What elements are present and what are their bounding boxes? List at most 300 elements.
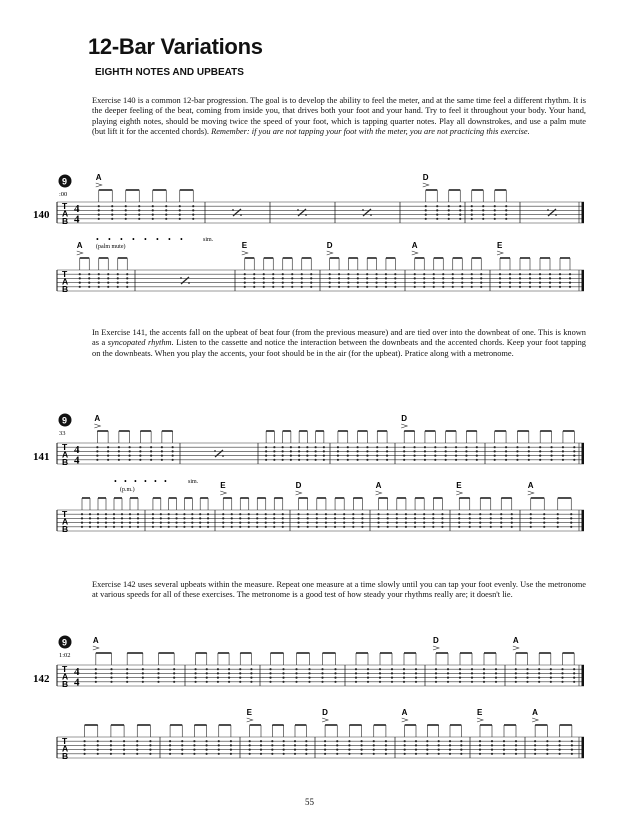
ex140-m11-fret bbox=[461, 273, 463, 275]
ex141-m3-fret bbox=[265, 455, 267, 457]
ex141-m4-fret bbox=[356, 459, 358, 461]
ex140-m5-fret bbox=[448, 214, 450, 216]
ex141-m8-fret bbox=[207, 526, 209, 528]
ex142-m5-fret bbox=[435, 672, 437, 674]
ex141-m11-fret bbox=[423, 526, 425, 528]
ex141-m10-fret bbox=[307, 517, 309, 519]
ex142-m3-fret bbox=[321, 681, 323, 683]
ex140-m12-fret bbox=[529, 277, 531, 279]
ex142-m8-fret bbox=[193, 744, 195, 746]
ex142-m4-fret bbox=[415, 677, 417, 679]
ex140-m7-fret bbox=[107, 273, 109, 275]
track-number: 9 bbox=[62, 415, 68, 426]
ex141-m8-fret bbox=[160, 517, 162, 519]
ex141-m1-fret bbox=[96, 455, 98, 457]
ex141-m1-fret bbox=[129, 455, 131, 457]
ex141-m9-fret bbox=[222, 526, 224, 528]
palm-mute-dot: • bbox=[180, 235, 183, 244]
ex141-m8-fret bbox=[183, 517, 185, 519]
ex141-m10-fret bbox=[361, 522, 363, 524]
ex141-m5-fret bbox=[403, 459, 405, 461]
ex142-m11-fret bbox=[426, 744, 428, 746]
tab-letter-a: A bbox=[62, 208, 69, 219]
simile-label: sim. bbox=[203, 237, 214, 243]
ex140-m5-fret bbox=[459, 205, 461, 207]
ex141-m4-fret bbox=[356, 455, 358, 457]
ex140-m12-fret bbox=[509, 273, 511, 275]
ex142-m10-fret bbox=[336, 749, 338, 751]
ex142-m3-fret bbox=[321, 672, 323, 674]
ex142-m2-fret bbox=[250, 677, 252, 679]
ex140-m11-fret bbox=[442, 277, 444, 279]
ex142-m2-fret bbox=[239, 681, 241, 683]
ex142-m10-fret bbox=[324, 744, 326, 746]
ex141-m9-fret bbox=[231, 526, 233, 528]
ex142-m5-fret bbox=[495, 677, 497, 679]
ex142-m1-fret bbox=[126, 672, 128, 674]
ex140-m5-fret bbox=[448, 205, 450, 207]
ex142-m3-fret bbox=[282, 677, 284, 679]
ex142-m13-fret bbox=[534, 749, 536, 751]
ex141-m1-fret bbox=[139, 455, 141, 457]
ex140-m5-fret bbox=[448, 209, 450, 211]
ex141-m4-fret bbox=[386, 455, 388, 457]
ex141-m10-fret bbox=[361, 517, 363, 519]
ex140-m7-fret bbox=[107, 282, 109, 284]
ex140-repeat-slash bbox=[298, 209, 306, 216]
ex141-m9-fret bbox=[239, 526, 241, 528]
ex141-m13-fret bbox=[530, 513, 532, 515]
track-number: 9 bbox=[62, 176, 68, 187]
ex140-m1-fret bbox=[152, 205, 154, 207]
ex140-m7-fret bbox=[79, 277, 81, 279]
ex140-m11-fret bbox=[423, 277, 425, 279]
ex142-m1-fret bbox=[95, 668, 97, 670]
ex141-m8-fret bbox=[160, 513, 162, 515]
ex141-m12-fret bbox=[490, 517, 492, 519]
ex142-m3-fret bbox=[308, 677, 310, 679]
tab-letter-t: T bbox=[62, 664, 68, 674]
ex140-m12-fret bbox=[519, 277, 521, 279]
ex142-m7-fret bbox=[97, 753, 99, 755]
ex142-m8-fret bbox=[230, 744, 232, 746]
ex140-m5-fret bbox=[471, 218, 473, 220]
ex141-m9-fret bbox=[282, 513, 284, 515]
ex140-m1-fret bbox=[192, 209, 194, 211]
ex142-m10-fret bbox=[348, 740, 350, 742]
ex142-m10-accent bbox=[322, 718, 328, 722]
ex141-m13-fret bbox=[530, 517, 532, 519]
ex142-m4-fret bbox=[415, 672, 417, 674]
ex142-m7-fret bbox=[149, 749, 151, 751]
ex142-m9-fret bbox=[271, 744, 273, 746]
ex141-m11-fret bbox=[396, 513, 398, 515]
ex142-m5-fret bbox=[459, 677, 461, 679]
ex140-m11-fret bbox=[452, 277, 454, 279]
ex141-m10-fret bbox=[361, 513, 363, 515]
ex142-m6-fret bbox=[538, 681, 540, 683]
ex140-m10-fret bbox=[385, 286, 387, 288]
ex141-m10-fret bbox=[307, 522, 309, 524]
ex141-m5-fret bbox=[424, 446, 426, 448]
ex141-m3-fret bbox=[298, 446, 300, 448]
ex141-m7-fret bbox=[81, 526, 83, 528]
ex142-m11-fret bbox=[438, 740, 440, 742]
ex140-m10-fret bbox=[394, 286, 396, 288]
ex140-repeat-slash bbox=[548, 209, 556, 216]
ex140-m1-fret bbox=[98, 218, 100, 220]
ex141-m4-fret bbox=[386, 450, 388, 452]
ex141-m1-fret bbox=[150, 459, 152, 461]
ex142-m6-fret bbox=[573, 681, 575, 683]
ex141-m1-fret bbox=[107, 450, 109, 452]
ex141-m12-fret bbox=[511, 522, 513, 524]
ex141-m5-fret bbox=[445, 450, 447, 452]
ex141-m12-fret bbox=[511, 526, 513, 528]
ex140-m12-fret bbox=[539, 286, 541, 288]
ex142-m3-fret bbox=[282, 681, 284, 683]
ex141-m1-fret bbox=[107, 455, 109, 457]
ex140-m1-fret bbox=[179, 214, 181, 216]
ex141-m10-fret bbox=[343, 513, 345, 515]
ex141-m13-fret bbox=[557, 513, 559, 515]
ex142-m9-fret bbox=[305, 753, 307, 755]
ex141-m1-fret bbox=[129, 459, 131, 461]
ex142-m8-fret bbox=[230, 749, 232, 751]
palm-mute-dot: • bbox=[164, 477, 167, 486]
ex141-m7-fret bbox=[105, 522, 107, 524]
ex141-m5-fret bbox=[465, 446, 467, 448]
ex142-m1-fret bbox=[157, 668, 159, 670]
ex141-m8-fret bbox=[160, 522, 162, 524]
ex142-m7-fret bbox=[123, 744, 125, 746]
ex141-m10-fret bbox=[334, 513, 336, 515]
ex142-m6-fret bbox=[526, 672, 528, 674]
ex142-m11-fret bbox=[404, 740, 406, 742]
ex140-m10-fret bbox=[394, 273, 396, 275]
ex140-m11-accent bbox=[412, 251, 418, 255]
ex140-m9-fret bbox=[282, 277, 284, 279]
ex142-m4-fret bbox=[391, 681, 393, 683]
ex141-m5-fret bbox=[465, 459, 467, 461]
palm-mute-dot: • bbox=[96, 235, 99, 244]
ex142-m4-fret bbox=[367, 677, 369, 679]
ex141-m11-fret bbox=[414, 526, 416, 528]
ex142-m11-fret bbox=[438, 749, 440, 751]
ex142-m3-fret bbox=[295, 668, 297, 670]
ex141-m12-fret bbox=[500, 513, 502, 515]
ex142-m4-fret bbox=[415, 668, 417, 670]
ex142-m12-fret bbox=[503, 740, 505, 742]
ex141-row1-end-bar bbox=[582, 443, 585, 464]
ex141-m4-fret bbox=[386, 446, 388, 448]
ex141-m10-fret bbox=[343, 517, 345, 519]
ex142-m10-fret bbox=[373, 753, 375, 755]
ex140-m11-fret bbox=[480, 282, 482, 284]
ex140-m9-fret bbox=[291, 282, 293, 284]
ex142-m12-fret bbox=[515, 753, 517, 755]
ex140-m9-fret bbox=[272, 277, 274, 279]
ex141-m7-fret bbox=[129, 522, 131, 524]
ex142-m8-fret bbox=[218, 744, 220, 746]
ex140-m11-fret bbox=[471, 286, 473, 288]
ex141-m12-fret bbox=[479, 517, 481, 519]
chord-symbol: E bbox=[477, 708, 483, 717]
ex142-m4-fret bbox=[355, 681, 357, 683]
chord-symbol: D bbox=[401, 414, 407, 423]
ex142-m10-fret bbox=[385, 753, 387, 755]
ex142-m4-fret bbox=[415, 681, 417, 683]
ex141-m7-fret bbox=[137, 522, 139, 524]
chord-symbol: A bbox=[95, 173, 102, 182]
ex141-m11-fret bbox=[405, 517, 407, 519]
ex141-m3-fret bbox=[290, 455, 292, 457]
ex141-m1-fret bbox=[172, 450, 174, 452]
ex141-m8-fret bbox=[199, 522, 201, 524]
ex140-m1-fret bbox=[111, 218, 113, 220]
ex141-m12-fret bbox=[479, 522, 481, 524]
ex142-m6-fret bbox=[515, 681, 517, 683]
time-sig-top: 4 bbox=[74, 666, 80, 678]
ex141-m6-fret bbox=[516, 446, 518, 448]
ex141-m1-fret bbox=[129, 446, 131, 448]
ex141-m5-fret bbox=[424, 459, 426, 461]
ex141-m11-fret bbox=[405, 526, 407, 528]
chord-symbol: A bbox=[76, 241, 83, 250]
ex142-m2-fret bbox=[206, 681, 208, 683]
ex140-m10-fret bbox=[338, 277, 340, 279]
ex142-m12-fret bbox=[491, 740, 493, 742]
exercise-141-body-b: Listen to the cassette and notice the interaction between the downbeats and the accented chords. Keep your foot tapping on the downbeats. When you play the accents, your foot should be in the air (for the upbeat). Pratice along with a metronome. bbox=[92, 338, 586, 358]
ex141-m7-fret bbox=[137, 517, 139, 519]
ex141-m6-fret bbox=[562, 459, 564, 461]
ex142-m7-fret bbox=[136, 740, 138, 742]
ex141-m8-fret bbox=[183, 526, 185, 528]
ex142-m13-fret bbox=[571, 753, 573, 755]
ex141-m13-fret bbox=[557, 526, 559, 528]
ex141-m7-fret bbox=[121, 522, 123, 524]
ex140-m9-fret bbox=[291, 277, 293, 279]
ex141-m4-fret bbox=[347, 459, 349, 461]
ex140-m12-fret bbox=[499, 277, 501, 279]
ex142-m12-fret bbox=[515, 740, 517, 742]
ex141-m8-fret bbox=[152, 517, 154, 519]
ex142-m3-fret bbox=[269, 681, 271, 683]
ex140-m7-fret bbox=[98, 273, 100, 275]
tab-letter-t: T bbox=[62, 201, 68, 211]
exercise-number: 141 bbox=[33, 451, 50, 463]
ex141-m7-fret bbox=[129, 513, 131, 515]
ex140-m9-fret bbox=[253, 277, 255, 279]
ex141-m11-fret bbox=[432, 513, 434, 515]
ex140-m12-fret bbox=[569, 286, 571, 288]
ex142-m8-fret bbox=[205, 749, 207, 751]
ex140-m1-fret bbox=[179, 218, 181, 220]
ex142-m8-fret bbox=[193, 753, 195, 755]
ex140-m11-fret bbox=[471, 282, 473, 284]
ex142-m13-fret bbox=[546, 744, 548, 746]
ex140-m9-accent bbox=[242, 251, 248, 255]
ex141-m1-fret bbox=[139, 446, 141, 448]
ex141-m1-fret bbox=[161, 455, 163, 457]
ex140-m1-fret bbox=[111, 214, 113, 216]
ex141-m7-fret bbox=[113, 522, 115, 524]
ex140-m5-fret bbox=[505, 205, 507, 207]
palm-mute-dot: • bbox=[134, 477, 137, 486]
ex142-m8-fret bbox=[169, 749, 171, 751]
ex141-m8-fret bbox=[175, 513, 177, 515]
ex141-m10-fret bbox=[334, 522, 336, 524]
ex140-m9-fret bbox=[301, 282, 303, 284]
ex140-m12-fret bbox=[559, 282, 561, 284]
ex141-m10-fret bbox=[343, 526, 345, 528]
palm-mute-dot: • bbox=[108, 235, 111, 244]
ex142-m3-fret bbox=[295, 672, 297, 674]
ex141-m5-fret bbox=[424, 450, 426, 452]
ex142-m4-fret bbox=[403, 677, 405, 679]
ex141-m9-accent bbox=[220, 491, 226, 495]
ex141-m5-fret bbox=[413, 459, 415, 461]
ex141-m11-fret bbox=[396, 526, 398, 528]
ex140-m10-fret bbox=[375, 273, 377, 275]
ex142-m7-fret bbox=[123, 740, 125, 742]
ex142-m4-fret bbox=[367, 668, 369, 670]
ex141-m13-fret bbox=[557, 517, 559, 519]
ex141-m7-fret bbox=[121, 517, 123, 519]
ex141-m10-fret bbox=[325, 513, 327, 515]
time-sig-bottom: 4 bbox=[74, 454, 80, 467]
ex140-m1-fret bbox=[125, 209, 127, 211]
ex142-m4-fret bbox=[355, 668, 357, 670]
ex140-m12-fret bbox=[539, 273, 541, 275]
ex142-m11-fret bbox=[449, 749, 451, 751]
ex142-m3-fret bbox=[269, 672, 271, 674]
ex142-m12-fret bbox=[503, 753, 505, 755]
ex141-m13-fret bbox=[557, 522, 559, 524]
chord-symbol: E bbox=[220, 481, 226, 490]
ex142-m1-fret bbox=[95, 677, 97, 679]
ex141-m8-fret bbox=[152, 526, 154, 528]
ex140-m12-fret bbox=[569, 282, 571, 284]
ex140-m5-fret bbox=[436, 205, 438, 207]
time-sig-top: 4 bbox=[74, 444, 80, 456]
ex140-m5-fret bbox=[505, 214, 507, 216]
palm-mute-dot: • bbox=[120, 235, 123, 244]
ex141-m5-fret bbox=[465, 450, 467, 452]
ex141-m5-fret bbox=[455, 446, 457, 448]
ex142-m10-fret bbox=[324, 740, 326, 742]
ex142-m8-fret bbox=[181, 749, 183, 751]
ex142-m6-fret bbox=[550, 681, 552, 683]
ex142-m10-fret bbox=[385, 744, 387, 746]
ex141-m8-fret bbox=[207, 517, 209, 519]
ex141-m3-fret bbox=[273, 446, 275, 448]
ex142-m3-fret bbox=[334, 681, 336, 683]
page-title: 12-Bar Variations bbox=[88, 34, 263, 59]
ex141-m6-fret bbox=[505, 455, 507, 457]
ex141-m4-fret bbox=[356, 446, 358, 448]
ex141-m11-fret bbox=[414, 517, 416, 519]
ex142-m10-fret bbox=[373, 749, 375, 751]
tab-letter-b: B bbox=[62, 751, 69, 761]
ex141-m6-fret bbox=[516, 450, 518, 452]
ex141-m7-fret bbox=[105, 517, 107, 519]
ex141-m6-fret bbox=[539, 455, 541, 457]
ex142-m9-fret bbox=[260, 753, 262, 755]
ex142-m2-fret bbox=[250, 681, 252, 683]
ex140-m5-fret bbox=[482, 218, 484, 220]
ex142-m5-fret bbox=[471, 672, 473, 674]
ex140-m5-fret bbox=[459, 218, 461, 220]
ex141-m6-fret bbox=[539, 450, 541, 452]
ex141-m6-fret bbox=[505, 450, 507, 452]
ex141-m11-fret bbox=[414, 522, 416, 524]
ex142-m2-fret bbox=[206, 672, 208, 674]
ex141-m8-fret bbox=[183, 522, 185, 524]
ex141-m1-fret bbox=[107, 459, 109, 461]
ex142-m5-fret bbox=[435, 677, 437, 679]
ex141-m4-fret bbox=[337, 446, 339, 448]
ex140-m11-fret bbox=[471, 277, 473, 279]
ex142-m2-fret bbox=[228, 672, 230, 674]
ex141-m8-fret bbox=[191, 513, 193, 515]
ex141-m9-fret bbox=[265, 526, 267, 528]
ex142-m5-fret bbox=[447, 677, 449, 679]
ex142-m1-accent bbox=[93, 646, 99, 650]
ex141-m9-fret bbox=[265, 517, 267, 519]
ex140-m7-fret bbox=[98, 277, 100, 279]
ex141-m6-fret bbox=[550, 459, 552, 461]
tab-letter-a: A bbox=[62, 743, 69, 754]
ex140-m5-fret bbox=[471, 205, 473, 207]
ex142-m6-fret bbox=[561, 681, 563, 683]
ex142-m8-fret bbox=[181, 744, 183, 746]
ex142-m1-fret bbox=[157, 681, 159, 683]
ex141-m9-fret bbox=[222, 522, 224, 524]
ex142-m10-fret bbox=[348, 749, 350, 751]
ex140-m10-fret bbox=[366, 286, 368, 288]
ex140-m9-fret bbox=[263, 277, 265, 279]
ex142-m9-fret bbox=[294, 753, 296, 755]
ex140-m10-accent bbox=[327, 251, 333, 255]
ex141-m3-fret bbox=[298, 455, 300, 457]
ex141-m6-fret bbox=[573, 446, 575, 448]
ex141-m4-fret bbox=[376, 446, 378, 448]
ex140-m7-fret bbox=[79, 286, 81, 288]
ex140-m9-fret bbox=[244, 277, 246, 279]
ex142-m3-fret bbox=[282, 672, 284, 674]
ex142-m3-fret bbox=[295, 681, 297, 683]
ex142-m3-fret bbox=[334, 677, 336, 679]
ex142-m3-fret bbox=[269, 668, 271, 670]
ex141-m11-fret bbox=[387, 517, 389, 519]
ex140-m5-fret bbox=[505, 218, 507, 220]
ex141-m7-fret bbox=[129, 517, 131, 519]
ex142-m12-fret bbox=[479, 744, 481, 746]
ex140-m10-fret bbox=[347, 282, 349, 284]
ex142-m6-fret bbox=[538, 668, 540, 670]
ex140-m12-fret bbox=[569, 273, 571, 275]
ex140-m10-fret bbox=[366, 277, 368, 279]
time-sig-top: 4 bbox=[74, 203, 80, 215]
ex140-m9-fret bbox=[263, 282, 265, 284]
ex140-row1-end-bar bbox=[582, 202, 585, 223]
ex140-m10-fret bbox=[366, 273, 368, 275]
ex140-repeat-dot bbox=[362, 209, 364, 211]
ex140-m12-fret bbox=[539, 282, 541, 284]
ex141-m11-fret bbox=[414, 513, 416, 515]
ex140-repeat-dot bbox=[188, 282, 190, 284]
